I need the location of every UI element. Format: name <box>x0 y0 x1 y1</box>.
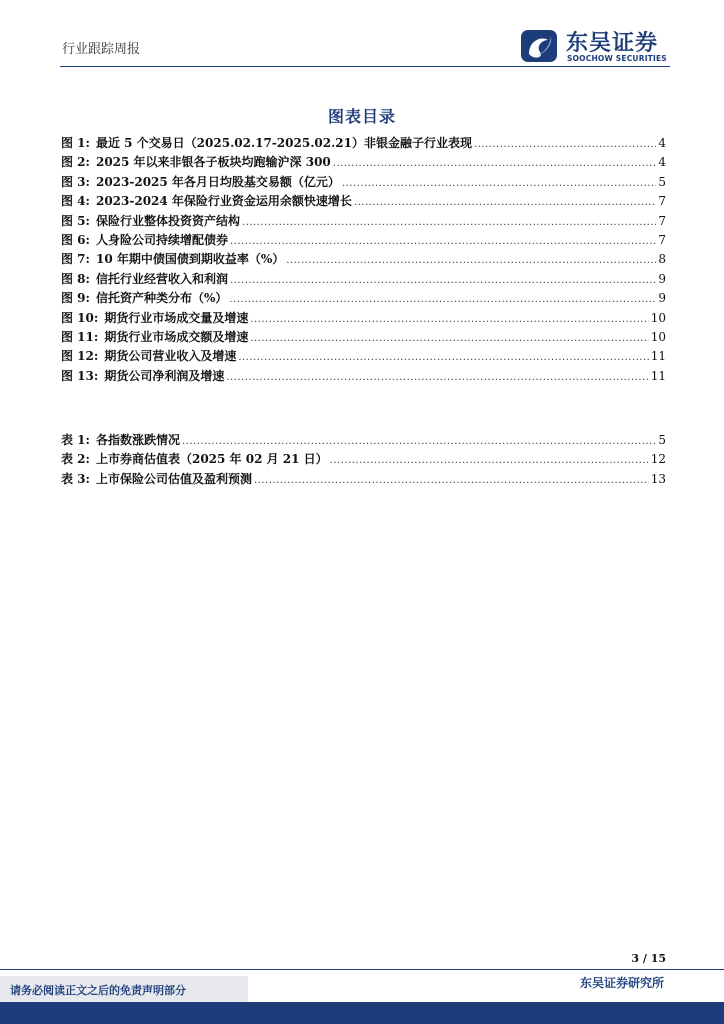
toc-entry-figure-12[interactable] <box>61 347 666 366</box>
dot-leader <box>342 178 656 189</box>
dot-leader <box>230 236 656 247</box>
dot-leader <box>254 475 649 486</box>
toc-entry-figure-5[interactable] <box>61 212 666 231</box>
entry-label: 图 7: <box>61 252 90 267</box>
entry-page: 11 <box>650 368 666 383</box>
entry-page: 4 <box>658 136 666 150</box>
dot-leader <box>333 158 657 169</box>
institute-name: 东吴证券研究所 <box>579 976 664 990</box>
footer-divider <box>0 969 724 970</box>
entry-page: 10 <box>650 310 666 325</box>
entry-page: 7 <box>658 194 666 209</box>
entry-label: 图 2: <box>61 155 90 170</box>
dot-leader <box>182 436 656 447</box>
entry-title: 保险行业整体投资资产结构 <box>95 213 240 228</box>
entry-label: 图 5: <box>61 213 90 228</box>
entry-title: 上市保险公司估值及盈利预测 <box>95 471 252 486</box>
toc-entry-figure-6[interactable] <box>61 231 666 250</box>
table-list <box>61 431 666 489</box>
footer-bar <box>0 1002 724 1024</box>
entry-label: 图 12: <box>61 349 99 364</box>
entry-title: 上市券商估值表（2025 年 02 月 21 日） <box>95 452 328 467</box>
entry-label: 图 4: <box>61 194 90 209</box>
entry-title: 各指数涨跌情况 <box>95 433 180 447</box>
header-divider <box>60 66 670 67</box>
figure-list <box>61 134 666 386</box>
entry-label: 图 9: <box>61 291 90 306</box>
dot-leader <box>242 217 656 228</box>
page-number: 3 / 15 <box>631 952 666 965</box>
entry-title: 信托资产种类分布（%） <box>95 291 228 306</box>
entry-title: 2023-2025 年各月日均股基交易额（亿元） <box>95 174 340 189</box>
entry-label: 图 10: <box>61 310 99 325</box>
entry-title: 期货行业市场成交额及增速 <box>104 329 249 344</box>
toc-entry-figure-8[interactable] <box>61 270 666 289</box>
entry-label: 表 1: <box>61 433 90 447</box>
toc-entry-table-2[interactable] <box>61 450 666 469</box>
entry-page: 8 <box>658 252 666 267</box>
entry-page: 5 <box>658 433 666 447</box>
dot-leader <box>250 333 648 344</box>
entry-label: 图 13: <box>61 368 99 383</box>
soochow-logo-icon <box>520 26 562 66</box>
toc-entry-figure-10[interactable] <box>61 309 666 328</box>
toc-entry-figure-11[interactable] <box>61 328 666 347</box>
entry-title: 10 年期中债国债到期收益率（%） <box>95 252 285 267</box>
entry-page: 9 <box>658 271 666 286</box>
entry-title: 2023-2024 年保险行业资金运用余额快速增长 <box>95 194 352 209</box>
toc-entry-figure-1[interactable] <box>61 134 666 153</box>
entry-page: 4 <box>658 155 666 170</box>
entry-title: 期货行业市场成交量及增速 <box>104 310 249 325</box>
entry-title: 2025 年以来非银各子板块均跑输沪深 300 <box>95 155 331 170</box>
entry-label: 图 11: <box>61 329 99 344</box>
entry-page: 5 <box>658 174 666 189</box>
entry-label: 表 3: <box>61 471 90 486</box>
toc-entry-figure-4[interactable] <box>61 192 666 211</box>
entry-page: 13 <box>650 471 666 486</box>
entry-page: 7 <box>658 213 666 228</box>
entry-label: 图 8: <box>61 271 90 286</box>
dot-leader <box>229 294 656 305</box>
dot-leader <box>286 255 656 266</box>
entry-page: 12 <box>650 452 666 467</box>
toc-entry-figure-2[interactable] <box>61 153 666 172</box>
entry-page: 10 <box>650 329 666 344</box>
entry-title: 期货公司净利润及增速 <box>104 368 225 383</box>
toc-entry-figure-13[interactable] <box>61 367 666 386</box>
toc-title: 图表目录 <box>327 107 396 126</box>
logo-text-en: SOOCHOW SECURITIES <box>567 54 667 63</box>
dot-leader <box>230 275 656 286</box>
disclaimer-note: 请务必阅读正文之后的免责声明部分 <box>0 976 248 1002</box>
entry-page: 11 <box>650 349 666 364</box>
report-type: 行业跟踪周报 <box>62 42 141 57</box>
dot-leader <box>474 139 656 150</box>
toc-entry-table-3[interactable] <box>61 470 666 489</box>
entry-label: 图 3: <box>61 174 90 189</box>
dot-leader <box>238 352 648 363</box>
logo-text-cn: 东吴证券 <box>566 31 659 56</box>
entry-label: 表 2: <box>61 452 90 467</box>
toc-entry-table-1[interactable] <box>61 431 666 450</box>
toc-entry-figure-3[interactable] <box>61 173 666 192</box>
entry-title: 人身险公司持续增配债券 <box>95 232 228 247</box>
toc-entry-figure-7[interactable] <box>61 250 666 269</box>
entry-title: 最近 5 个交易日（2025.02.17-2025.02.21）非银金融子行业表现 <box>95 136 472 150</box>
entry-page: 7 <box>658 232 666 247</box>
dot-leader <box>330 455 649 466</box>
entry-label: 图 1: <box>61 136 90 150</box>
company-logo <box>520 26 680 66</box>
entry-label: 图 6: <box>61 232 90 247</box>
entry-title: 信托行业经营收入和利润 <box>95 271 228 286</box>
dot-leader <box>226 372 648 383</box>
entry-title: 期货公司营业收入及增速 <box>104 349 237 364</box>
dot-leader <box>354 197 656 208</box>
toc-entry-figure-9[interactable] <box>61 289 666 308</box>
entry-page: 9 <box>658 291 666 306</box>
dot-leader <box>250 314 648 325</box>
